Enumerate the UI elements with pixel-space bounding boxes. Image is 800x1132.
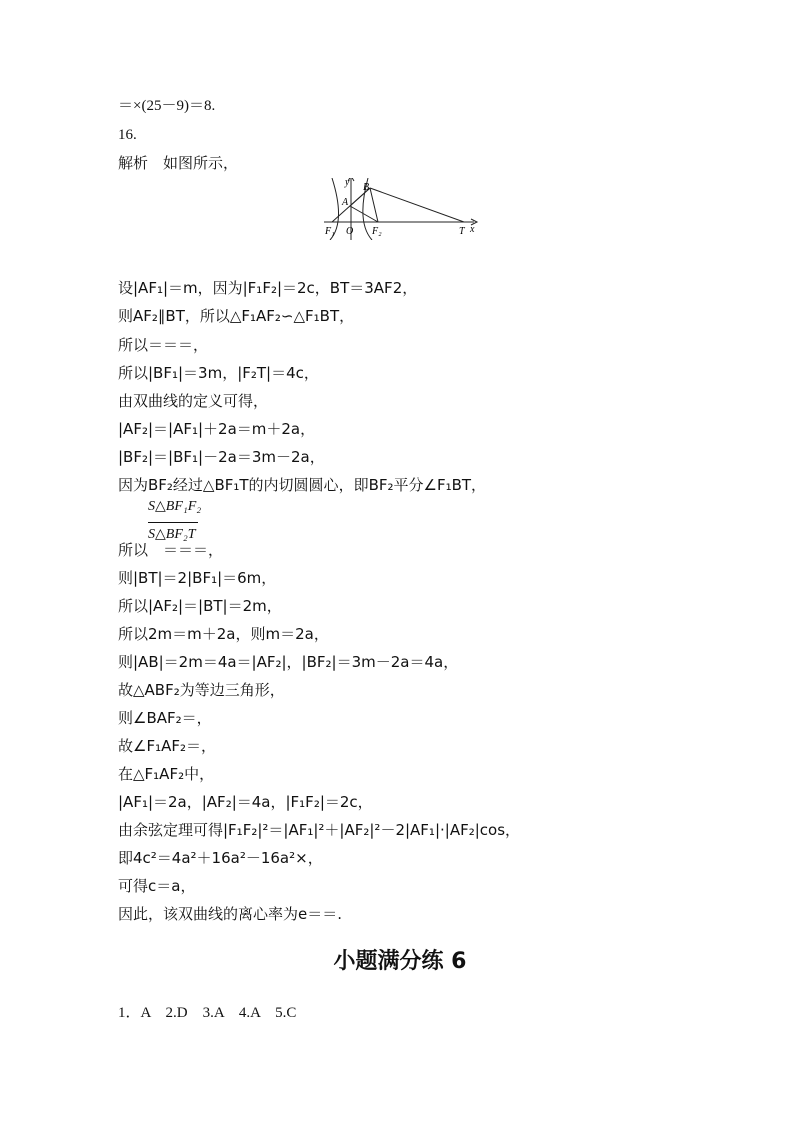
fraction-denominator: S△BF₂T xyxy=(148,527,196,542)
text-line-6: 所以＝＝＝， xyxy=(118,336,209,354)
fraction-bar xyxy=(148,522,198,523)
text-line-1: ＝×(25－9)＝8. xyxy=(118,98,216,114)
text-line-17: 故△ABF₂为等边三角形， xyxy=(118,681,285,699)
label-y: y xyxy=(345,178,350,188)
text-line-13: 则|BT|＝2|BF₁|＝6m， xyxy=(118,569,277,587)
label-F1: F₁ xyxy=(325,226,335,237)
text-line-22: 由余弦定理可得|F₁F₂|²＝|AF₁|²＋|AF₂|²－2|AF₁|·|AF₂|cos， xyxy=(118,821,521,839)
fraction-numerator: S△BF₁F₂ xyxy=(148,499,202,514)
label-A: A xyxy=(342,197,349,208)
text-line-11: 因为BF₂经过△BF₁T的内切圆圆心，即BF₂平分∠F₁BT， xyxy=(118,476,487,494)
text-line-24: 可得c＝a， xyxy=(118,877,196,895)
text-line-19: 故∠F₁AF₂＝， xyxy=(118,737,216,755)
text-line-18: 则∠BAF₂＝， xyxy=(118,709,212,727)
text-line-15: 所以2m＝m＋2a，则m＝2a， xyxy=(118,625,329,643)
text-line-20: 在△F₁AF₂中， xyxy=(118,765,215,783)
segment-B-T xyxy=(370,188,464,222)
label-B: B xyxy=(363,182,370,193)
answer-line: 1．A 2.D 3.A 4.A 5.C xyxy=(118,1005,297,1021)
text-line-25: 因此，该双曲线的离心率为e＝＝. xyxy=(118,905,342,923)
text-line-21: |AF₁|＝2a，|AF₂|＝4a，|F₁F₂|＝2c， xyxy=(118,793,373,811)
text-line-9: |AF₂|＝|AF₁|＋2a＝m＋2a， xyxy=(118,420,316,438)
text-line-16: 则|AB|＝2m＝4a＝|AF₂|，|BF₂|＝3m－2a＝4a， xyxy=(118,653,459,671)
label-O: O xyxy=(346,226,354,237)
label-x: x xyxy=(470,224,475,235)
text-line-10: |BF₂|＝|BF₁|－2a＝3m－2a， xyxy=(118,448,325,466)
label-F2: F₂ xyxy=(372,226,382,237)
text-line-12: 所以 ＝＝＝， xyxy=(118,541,224,559)
text-line-4: 设|AF₁|＝m，因为|F₁F₂|＝2c，BT＝3AF2， xyxy=(118,279,418,297)
segment-A-F2 xyxy=(350,206,378,222)
text-line-7: 所以|BF₁|＝3m，|F₂T|＝4c， xyxy=(118,364,319,382)
hyperbola-figure xyxy=(322,178,482,240)
problem-number: 16. xyxy=(118,127,137,143)
segment-B-F2 xyxy=(370,188,378,222)
solution-heading: 解析 如图所示， xyxy=(118,154,239,172)
text-line-23: 即4c²＝4a²＋16a²－16a²×， xyxy=(118,849,323,867)
section-title: 小题满分练 6 xyxy=(333,949,467,974)
text-line-5: 则AF₂∥BT，所以△F₁AF₂∽△F₁BT， xyxy=(118,307,355,325)
text-line-14: 所以|AF₂|＝|BT|＝2m， xyxy=(118,597,282,615)
text-line-8: 由双曲线的定义可得， xyxy=(118,392,269,410)
label-T: T xyxy=(459,226,465,237)
